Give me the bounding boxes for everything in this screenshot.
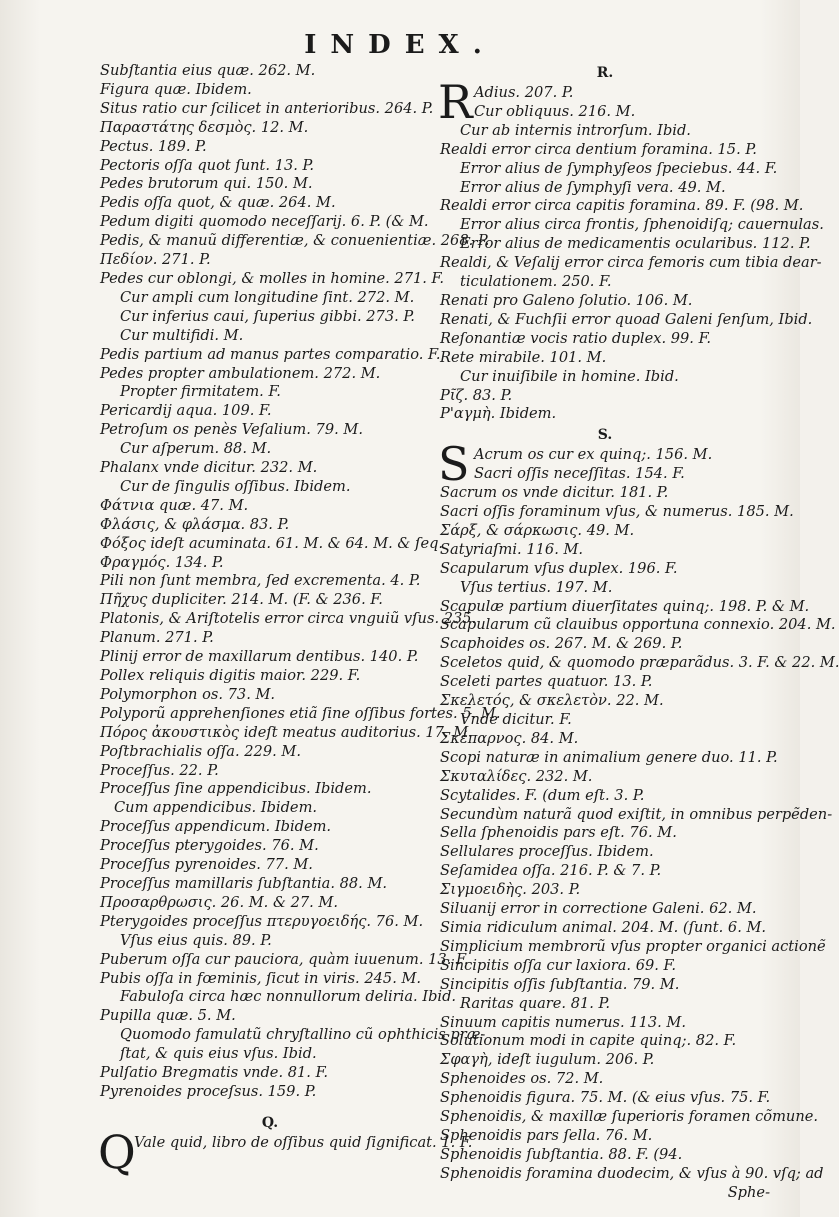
index-entry: Acrum os cur ex quinq;. 156. M.	[474, 446, 713, 464]
index-entry: Φλάσις, & φλάσμα. 83. P.	[100, 515, 290, 533]
index-entry: Pedis partium ad manus partes comparatio. F.	[100, 345, 441, 363]
index-entry: Fabuloſa circa hæc nonnullorum deliria. Ibid.	[120, 988, 457, 1006]
index-entry: Cur multifidi. M.	[120, 326, 244, 344]
drop-cap-entry	[438, 75, 770, 129]
index-entry: Scaphoides os. 267. M. & 269. P.	[440, 635, 683, 653]
index-entry: Πόρος ἀκουστικὸς ideſt meatus auditorius. 17. M.	[100, 723, 473, 741]
index-entry: Ρ'αγμὴ. Ibidem.	[440, 405, 557, 423]
index-entry: Σάρξ, & σάρκωσις. 49. M.	[440, 521, 635, 539]
index-entry: Φόξος ideſt acuminata. 61. M. & 64. M. & ſeq.	[100, 534, 444, 552]
index-entry: Cur aſperum. 88. M.	[120, 440, 272, 458]
index-entry: Sphe-	[727, 1183, 770, 1201]
index-entry: Pedes cur oblongi, & molles in homine. 271. F.	[100, 269, 445, 287]
index-entry: Siluanij error in correctione Galeni. 62. M.	[440, 900, 757, 918]
index-entry: Φραγμός. 134. P.	[100, 553, 224, 571]
index-entry: Pollex reliquis digitis maior. 229. F.	[100, 667, 361, 684]
index-entry: Polyporũ apprehenſiones etiã ſine oſſibus fortes. 5. M.	[100, 704, 501, 722]
index-entry: Pedes brutorum qui. 150. M.	[100, 175, 313, 193]
index-entry: Pectus. 189. P.	[100, 137, 207, 155]
index-entry: Pectoris oſſa quot ſunt. 13. P.	[100, 156, 315, 174]
index-entry: Rete mirabile. 101. M.	[440, 348, 607, 366]
index-entry: Sinuum capitis numerus. 113. M.	[440, 1013, 687, 1031]
index-entry: Pyrenoides proceſsus. 159. P.	[100, 1082, 317, 1100]
index-entry: Vnde dicitur. F.	[460, 711, 572, 728]
index-entry: Pulſatio Bregmatis vnde. 81. F.	[100, 1064, 329, 1082]
index-entry: Plinij error de maxillarum dentibus. 140. P.	[100, 648, 419, 666]
index-entry: Proceſſus ſine appendicibus. Ibidem.	[100, 780, 372, 798]
index-entry: Poſtbrachialis oſſa. 229. M.	[100, 742, 301, 760]
index-entry: Pedis, & manuũ differentiæ, & conuenientiæ. 268. P.	[100, 232, 490, 250]
index-entry: Error alius circa frontis, ſphenoidiſq; cauernulas.	[460, 216, 824, 234]
index-entry: Simplicium membrorũ vſus propter organici actionẽ	[440, 937, 826, 955]
index-entry: Sacri oſſis neceſſitas. 154. F.	[474, 465, 685, 483]
index-entry: Reſonantiæ vocis ratio duplex. 99. F.	[440, 329, 712, 347]
index-entry: Ρῖζ. 83. P.	[440, 386, 513, 404]
index-entry: Renati, & Fuchſii error quoad Galeni ſenſum, Ibid.	[440, 310, 813, 328]
index-entry: Σκυταλίδες. 232. M.	[440, 767, 593, 785]
section-letter: R.	[596, 65, 614, 81]
drop-cap: R	[438, 75, 473, 129]
index-entry: Secundùm naturã quod exiſtit, in omnibus perpẽden-	[440, 805, 833, 823]
index-entry: Pubis oſſa in fœminis, ſicut in viris. 245. M.	[100, 969, 422, 987]
index-entry: Sphenoides os. 72. M.	[440, 1070, 604, 1088]
index-entry: Propter firmitatem. F.	[120, 383, 281, 401]
index-entry: Sphenoidis figura. 75. M. (& eius vſus. 75. F.	[440, 1089, 771, 1107]
index-entry: Sincipitis oſſis ſubſtantia. 79. M.	[440, 975, 680, 993]
index-entry: Sincipitis oſſa cur laxiora. 69. F.	[440, 956, 677, 974]
index-entry: Sphenoidis, & maxillæ ſuperioris foramen cõmune.	[440, 1108, 818, 1126]
drop-cap: S	[438, 437, 470, 492]
index-entry: Cur inferius caui, ſuperius gibbi. 273. P.	[120, 307, 415, 325]
index-entry: Παραστάτης δεσμὸς. 12. M.	[100, 118, 309, 136]
index-entry: Scytalides. F. (dum eſt. 3. P.	[440, 786, 645, 804]
index-entry: Renati pro Galeno ſolutio. 106. M.	[440, 291, 693, 309]
index-entry: Πεδίον. 271. P.	[100, 251, 211, 269]
index-entry: Σιγμοειδὴς. 203. P.	[440, 881, 581, 899]
index-entry: Sphenoidis ſubſtantia. 88. F. (94.	[440, 1145, 683, 1163]
index-entry: Proceſſus appendicum. Ibidem.	[100, 818, 332, 836]
index-entry: Προσαρθρωσις. 26. M. & 27. M.	[100, 893, 339, 911]
index-entry: Pedes propter ambulationem. 272. M.	[100, 364, 381, 382]
index-entry: Realdi error circa capitis foramina. 89. F. (98. M.	[440, 197, 804, 215]
index-entry: Proceſſus pyrenoides. 77. M.	[100, 856, 313, 874]
index-entry: Phalanx vnde dicitur. 232. M.	[100, 459, 318, 477]
index-entry: Pericardij aqua. 109. F.	[100, 402, 272, 420]
index-entry: Realdi, & Veſalij error circa femoris cum tibia dear-	[440, 254, 822, 272]
index-entry: Cur ab internis introrſum. Ibid.	[460, 121, 691, 139]
index-entry: Vale quid, libro de oſſibus quid ſignificat. 1. F.	[134, 1133, 473, 1151]
index-entry: Solutionum modi in capite quinq;. 82. F.	[440, 1032, 737, 1050]
index-entry: Figura quæ. Ibidem.	[100, 80, 252, 98]
index-entry: Σφαγὴ, ideſt iugulum. 206. P.	[440, 1051, 655, 1069]
index-entry: Error alius de ſymphyſeos ſpeciebus. 44. F.	[460, 159, 778, 177]
index-entry: Πῆχυς dupliciter. 214. M. (F. & 236. F.	[100, 591, 383, 609]
index-entry: Sphenoidis pars ſella. 76. M.	[440, 1126, 653, 1144]
index-entry: Proceſſus mamillaris ſubſtantia. 88. M.	[100, 874, 388, 892]
index-entry: Raritas quare. 81. P.	[460, 994, 611, 1012]
index-entry: Σκελετός, & σκελετὸν. 22. M.	[440, 692, 664, 710]
index-entry: Σκέπαρνος. 84. M.	[440, 729, 579, 747]
index-entry: Pili non ſunt membra, ſed excrementa. 4. P.	[100, 572, 421, 590]
index-entry: Proceſſus pterygoides. 76. M.	[100, 837, 319, 855]
index-entry: Seſamidea oſſa. 216. P. & 7. P.	[440, 862, 662, 880]
drop-cap: Q	[98, 1124, 136, 1179]
index-entry: Φάτνια quæ. 47. M.	[100, 496, 249, 514]
index-entry: Pterygoides proceſſus πτερυγοειδής. 76. M.	[100, 912, 424, 930]
index-entry: Sacri oſſis foraminum vſus, & numerus. 185. M.	[440, 503, 794, 521]
index-entry: Sella ſphenoidis pars eſt. 76. M.	[440, 824, 677, 842]
index-entry: Vſus eius quis. 89. P.	[120, 931, 272, 949]
index-entry: Cum appendicibus. Ibidem.	[114, 799, 318, 817]
index-entry: Sacrum os vnde dicitur. 181. P.	[440, 484, 669, 502]
index-entry: Sphenoidis foramina duodecim, & vſus à 90. vſq; ad	[440, 1164, 824, 1182]
index-entry: Vſus tertius. 197. M.	[460, 578, 613, 596]
index-entry: Puberum oſſa cur pauciora, quàm iuuenum. 13. F.	[100, 950, 469, 968]
index-entry: ticulationem. 250. F.	[460, 273, 612, 291]
index-entry: Pedis oſſa quot, & quæ. 264. M.	[100, 194, 336, 212]
index-entry: Sellulares proceſſus. Ibidem.	[440, 843, 654, 861]
index-entry: Pedum digiti quomodo neceſſarij. 6. P. (& M.	[100, 213, 429, 231]
index-entry: Quomodo famulatũ chryſtallino cũ ophthicis præ-	[120, 1026, 486, 1044]
index-entry: Error alius de medicamentis ocularibus. 112. P.	[460, 235, 811, 253]
index-entry: Cur inuiſibile in homine. Ibid.	[460, 367, 679, 385]
index-entry: Petroſum os penès Veſalium. 79. M.	[100, 421, 363, 439]
index-entry: Cur de ſingulis oſſibus. Ibidem.	[120, 477, 351, 495]
index-entry: Scapularum vſus duplex. 196. F.	[440, 559, 678, 577]
drop-cap-entry	[98, 1124, 473, 1179]
index-entry: Pupilla quæ. 5. M.	[100, 1007, 236, 1025]
index-entry: Adius. 207. P.	[474, 84, 574, 101]
section-letter: S.	[597, 427, 613, 444]
index-entry: Subſtantia eius quæ. 262. M.	[100, 62, 316, 79]
drop-cap-entry	[438, 437, 770, 492]
index-entry: Scapulæ partium diuerſitates quinq;. 198. P. & M.	[440, 597, 810, 615]
section-letter: Q.	[261, 1114, 279, 1131]
index-entry: Sceleti partes quatuor. 13. P.	[440, 673, 653, 691]
page-header: INDEX.	[304, 30, 496, 60]
index-entry: Polymorphon os. 73. M.	[100, 685, 276, 703]
index-entry: Planum. 271. P.	[100, 629, 214, 647]
index-entry: Situs ratio cur ſcilicet in anterioribus. 264. P.	[100, 99, 434, 117]
index-entry: Cur obliquus. 216. M.	[474, 102, 636, 120]
index-entry: Platonis, & Ariſtotelis error circa vnguiũ vſus. 235.	[100, 610, 477, 628]
index-entry: Sceletos quid, & quomodo præparãdus. 3. F. & 22. M.	[440, 654, 839, 672]
index-entry: Scapularum cũ clauibus opportuna connexio. 204. M.	[440, 616, 836, 634]
index-entry: Satyriaſmi. 116. M.	[440, 540, 584, 558]
index-entry: Error alius de ſymphyſi vera. 49. M.	[460, 178, 726, 196]
right-column	[438, 62, 839, 1203]
index-entry: Simia ridiculum animal. 204. M. (ſunt. 6. M.	[440, 918, 767, 936]
index-entry: Realdi error circa dentium foramina. 15. P.	[440, 140, 757, 158]
index-entry: Cur ampli cum longitudine ſint. 272. M.	[120, 288, 415, 306]
index-entry: Scopi naturæ in animalium genere duo. 11. P.	[440, 748, 778, 766]
index-entry: ſtat, & quis eius vſus. Ibid.	[120, 1045, 317, 1063]
index-entry: Proceſſus. 22. P.	[100, 761, 219, 779]
